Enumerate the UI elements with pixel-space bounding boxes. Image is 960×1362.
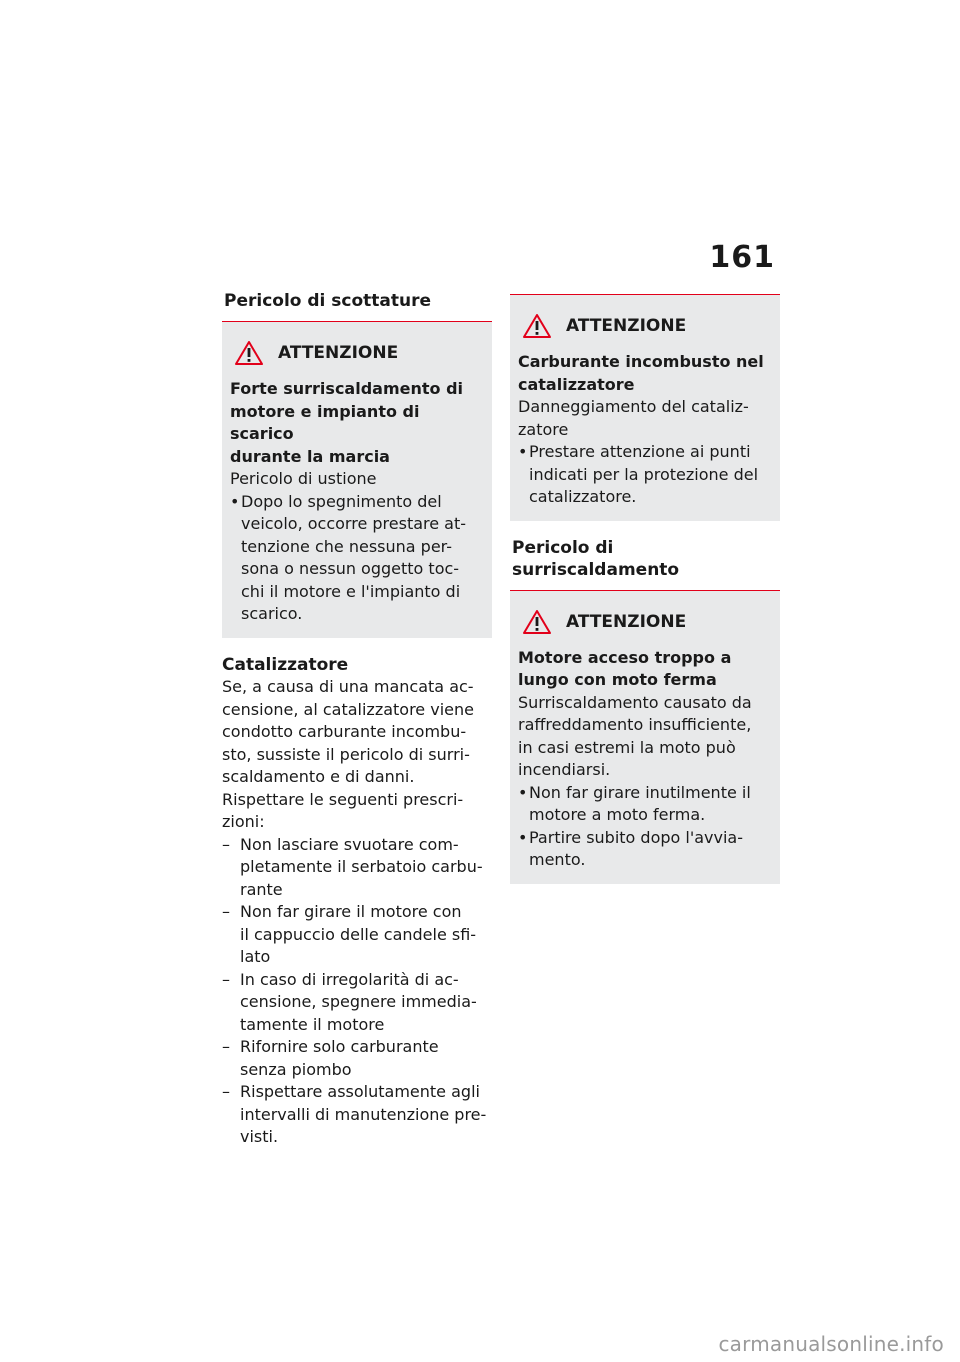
warning-bullets	[230, 491, 484, 626]
warning-text: Surriscaldamento causato da raffreddamento insufficiente, in casi estremi la moto può incendiarsi.	[518, 692, 752, 779]
list-item: • Prestare attenzione ai punti indicati per la protezione del catalizzatore.	[518, 441, 772, 509]
warning-heading-line: motore e impianto di scarico	[230, 401, 420, 443]
list-item: – Rispettare assolutamente agli intervalli di manutenzione pre- visti.	[222, 1081, 492, 1149]
list-item: • Non far girare inutilmente il motore a moto ferma.	[518, 782, 772, 827]
catalyst-heading: Catalizzatore	[222, 654, 349, 675]
warning-triangle-icon	[522, 609, 552, 635]
warning-title	[230, 340, 484, 366]
list-item: – In caso di irregolarità di ac- censione, spegnere immedia- tamente il motore	[222, 969, 492, 1037]
warning-heading: Carburante incombusto nel catalizzatore	[518, 352, 764, 394]
warning-heading-line: Forte surriscaldamento di	[230, 379, 464, 398]
list-item: – Rifornire solo carburante senza piombo	[222, 1036, 492, 1081]
catalyst-paragraph: Se, a causa di una mancata ac- censione, al catalizzatore viene condotto carburante incombu- sto, sussiste il pericolo di surri- scaldamento e di danni. Rispettare le seguenti prescri- zioni:	[222, 677, 474, 831]
warning-bullets	[518, 441, 772, 509]
warning-box-catalyst	[510, 294, 780, 521]
left-column	[222, 290, 492, 1149]
watermark: carmanualsonline.info	[718, 1332, 944, 1356]
page-number: 161	[709, 240, 775, 275]
section-title-overheating: Pericolo di surriscaldamento	[510, 537, 780, 591]
list-item: – Non far girare il motore con il cappuccio delle candele sfi- lato	[222, 901, 492, 969]
right-column	[510, 290, 780, 884]
warning-title	[518, 313, 772, 339]
warning-heading-line: durante la marcia	[230, 446, 390, 466]
warning-title	[518, 609, 772, 635]
warning-text: Danneggiamento del cataliz- zatore	[518, 397, 749, 439]
warning-triangle-icon	[522, 313, 552, 339]
warning-label: ATTENZIONE	[566, 316, 687, 336]
warning-triangle-icon	[234, 340, 264, 366]
warning-label: ATTENZIONE	[566, 611, 687, 632]
warning-bullets	[518, 782, 772, 872]
warning-label: ATTENZIONE	[278, 343, 399, 363]
list-item: – Non lasciare svuotare com- pletamente il serbatoio carbu- rante	[222, 834, 492, 902]
warning-box-exhaust	[222, 322, 492, 638]
warning-heading: Motore acceso troppo a lungo con moto ferma	[518, 647, 732, 689]
catalyst-rules-list	[222, 834, 492, 1149]
section-title-burns: Pericolo di scottature	[222, 290, 492, 322]
list-item: • Partire subito dopo l'avvia- mento.	[518, 827, 772, 872]
list-item: • Dopo lo spegnimento del veicolo, occorre prestare at- tenzione che nessuna per- sona o nessun oggetto toc- chi il motore e l'impianto di scarico.	[230, 491, 484, 626]
warning-box-overheating	[510, 591, 780, 884]
warning-heading	[230, 378, 484, 468]
warning-text: Pericolo di ustione	[230, 469, 377, 488]
